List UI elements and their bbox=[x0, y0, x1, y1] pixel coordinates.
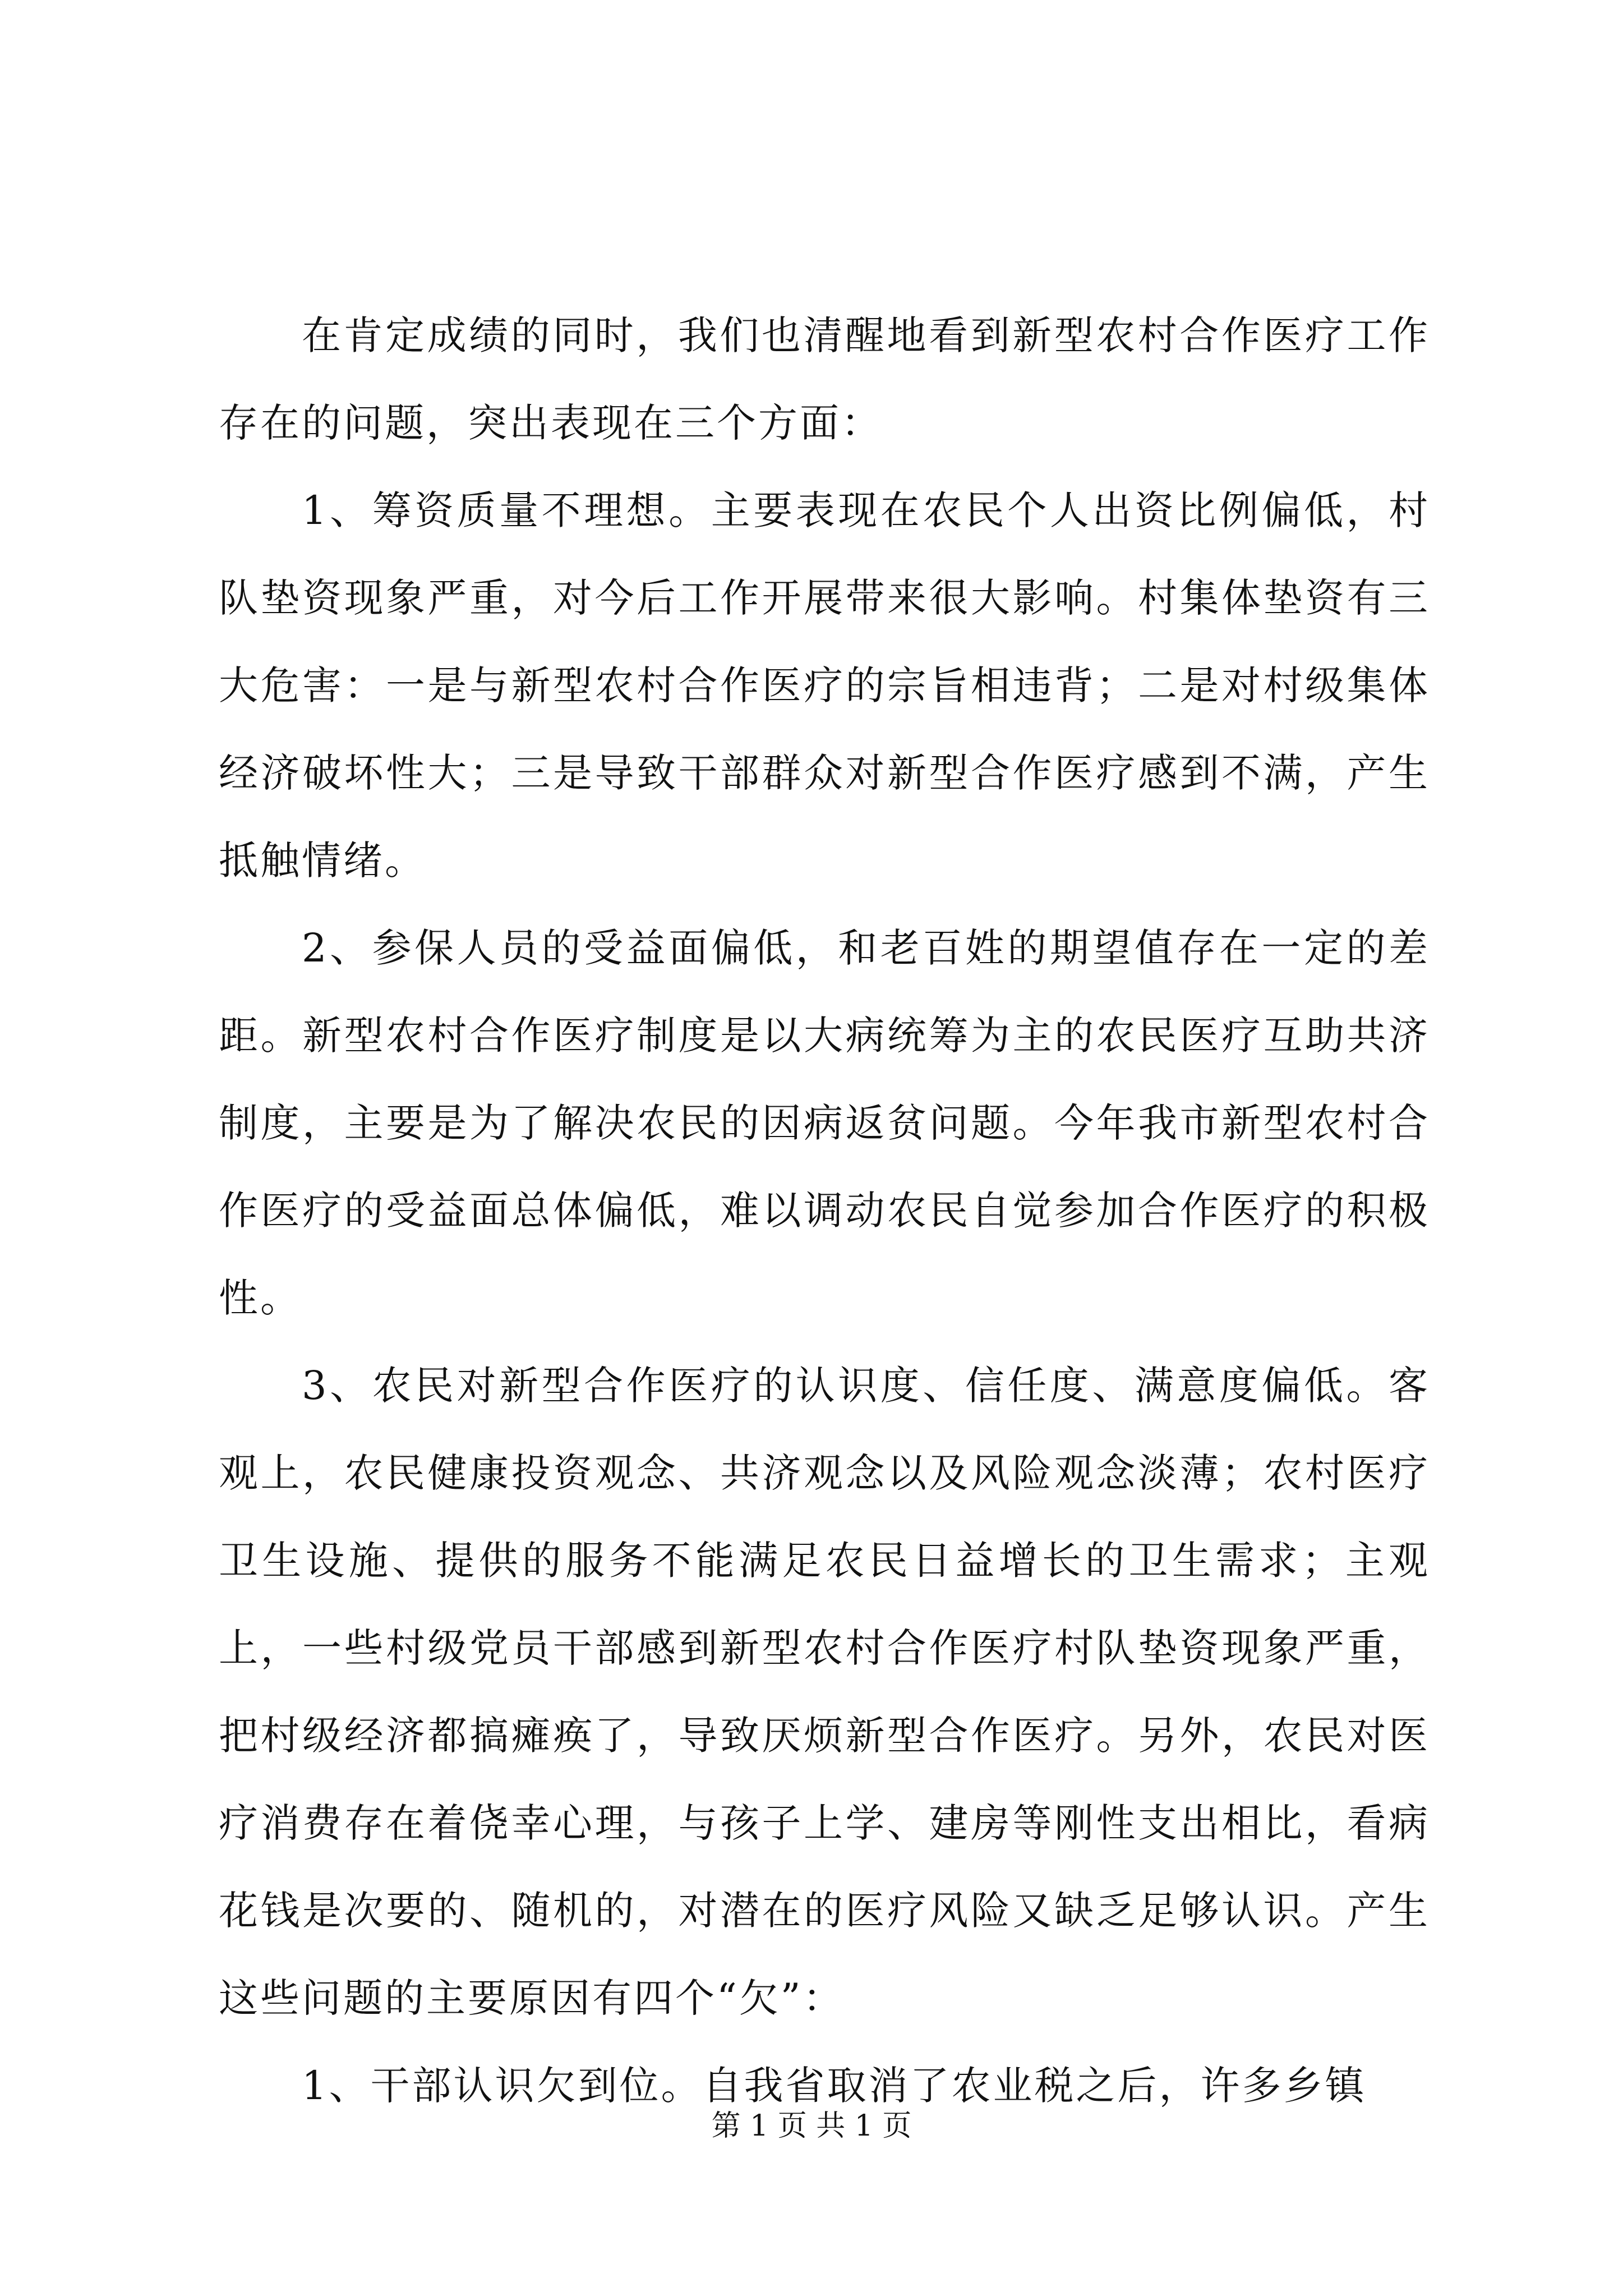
paragraph-intro: 在肯定成绩的同时，我们也清醒地看到新型农村合作医疗工作存在的问题，突出表现在三个方面： bbox=[219, 312, 1430, 446]
paragraph-point-2: 2、参保人员的受益面偏低，和老百姓的期望值存在一定的差距。新型农村合作医疗制度是以大病统筹为主的农民医疗互助共济制度，主要是为了解决农民的因病返贫问题。今年我市新型农村合作医疗的受益面总体偏低，难以调动农民自觉参加合作医疗的积极性。 bbox=[219, 925, 1430, 1321]
paragraph-cause-1: 1、干部认识欠到位。自我省取消了农业税之后，许多乡镇 bbox=[302, 2063, 1367, 2109]
paragraph-point-3: 3、农民对新型合作医疗的认识度、信任度、满意度偏低。客观上，农民健康投资观念、共济观念以及风险观念淡薄；农村医疗卫生设施、提供的服务不能满足农民日益增长的卫生需求；主观上，一些村级党员干部感到新型农村合作医疗村队垫资现象严重，把村级经济都搞瘫痪了，导致厌烦新型合作医疗。另外，农民对医疗消费存在着侥幸心理，与孩子上学、建房等刚性支出相比，看病花钱是次要的、随机的，对潜在的医疗风险又缺乏足够认识。产生这些问题的主要原因有四个“欠”： bbox=[219, 1363, 1430, 2021]
page-footer: 第 1 页 共 1 页 bbox=[711, 2109, 912, 2143]
paragraph-point-1: 1、筹资质量不理想。主要表现在农民个人出资比例偏低，村队垫资现象严重，对今后工作开展带来很大影响。村集体垫资有三大危害：一是与新型农村合作医疗的宗旨相违背；二是对村级集体经济破坏性大；三是导致干部群众对新型合作医疗感到不满，产生抵触情绪。 bbox=[219, 487, 1430, 884]
document-body bbox=[219, 292, 1430, 2129]
